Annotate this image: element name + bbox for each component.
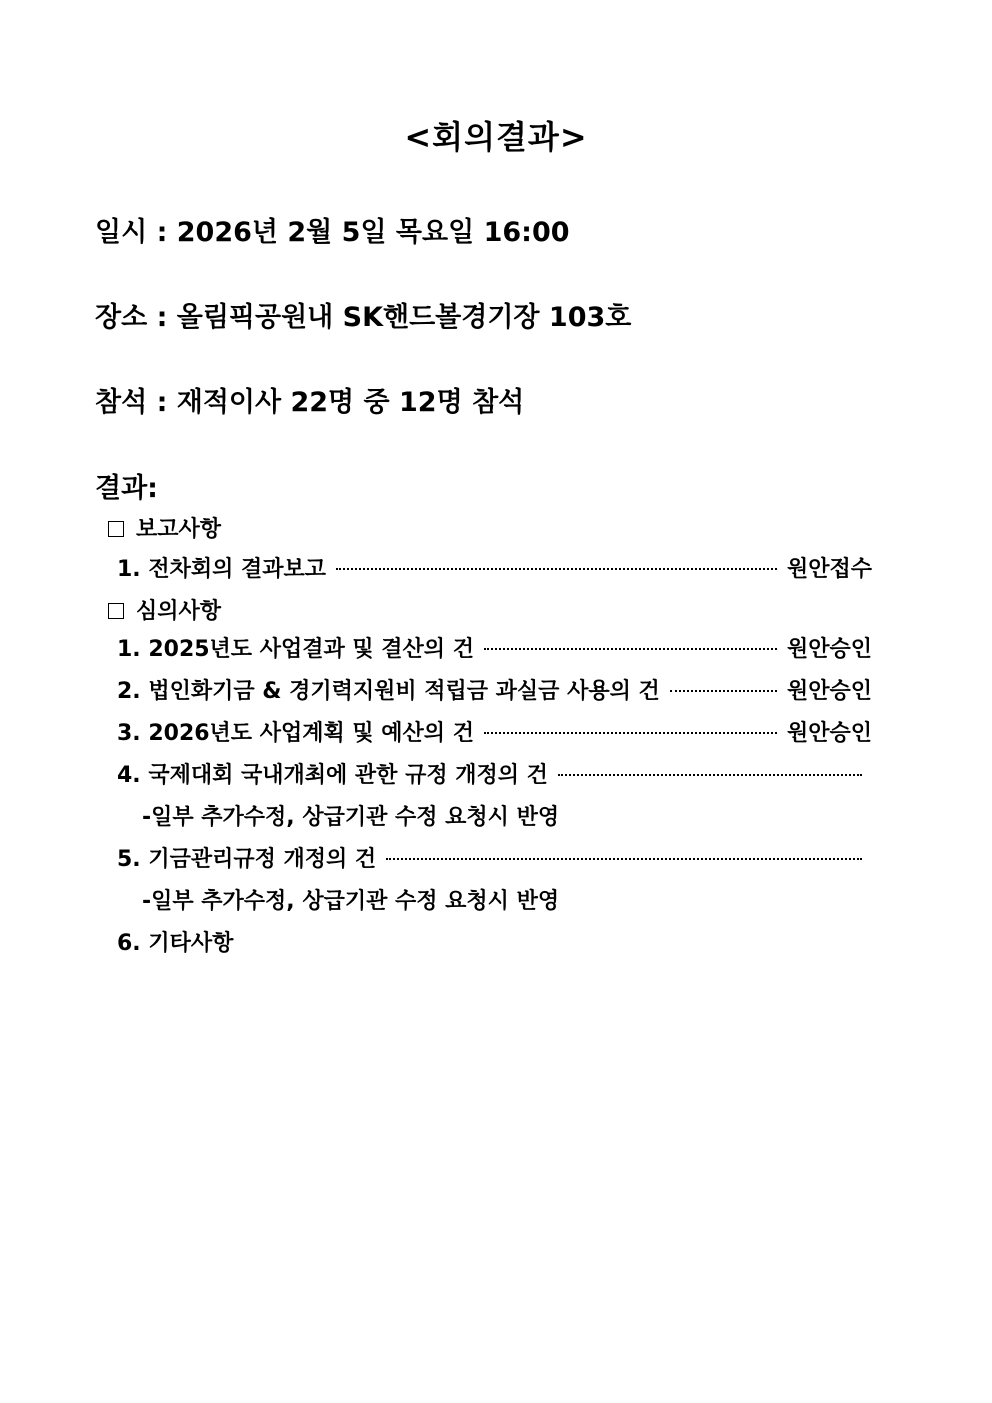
- deliberation-item-label: 1. 2025년도 사업결과 및 결산의 건: [117, 637, 474, 662]
- report-item: [117, 552, 872, 583]
- deliberation-item-note: -일부 추가수정, 상급기관 수정 요청시 반영: [142, 889, 560, 914]
- dotted-leader: [670, 690, 777, 692]
- deliberation-item-label: 2. 법인화기금 & 경기력지원비 적립금 과실금 사용의 건: [117, 679, 660, 704]
- dotted-leader: [484, 732, 777, 734]
- deliberation-item-label: 4. 국제대회 국내개최에 관한 규정 개정의 건: [117, 763, 548, 788]
- dotted-leader: [336, 568, 777, 570]
- deliberation-item-label: 3. 2026년도 사업계획 및 예산의 건: [117, 721, 474, 746]
- deliberation-item-note: -일부 추가수정, 상급기관 수정 요청시 반영: [142, 805, 560, 830]
- deliberation-item: [117, 926, 233, 957]
- checkbox-square-icon: [108, 603, 124, 619]
- checkbox-square-icon: [108, 521, 124, 537]
- meeting-place: 장소 : 올림픽공원내 SK핸드볼경기장 103호: [95, 302, 632, 333]
- deliberation-item-result: 원안승인: [786, 721, 872, 746]
- report-item-label: 1. 전차회의 결과보고: [117, 557, 326, 582]
- deliberation-item-label: 5. 기금관리규정 개정의 건: [117, 847, 377, 872]
- dotted-leader: [386, 858, 862, 860]
- deliberation-section-heading: [108, 594, 221, 625]
- deliberation-item: [117, 716, 872, 747]
- deliberation-item: [117, 758, 862, 789]
- deliberation-item: [117, 674, 872, 705]
- deliberation-item-label: 6. 기타사항: [117, 931, 234, 956]
- deliberation-item: [117, 842, 862, 873]
- result-heading: 결과:: [95, 473, 158, 504]
- report-item-result: 원안접수: [786, 557, 872, 582]
- deliberation-item: [117, 632, 872, 663]
- dotted-leader: [484, 648, 777, 650]
- document-title: <회의결과>: [404, 118, 588, 156]
- report-section-label: 보고사항: [136, 517, 222, 542]
- meeting-date: 일시 : 2026년 2월 5일 목요일 16:00: [95, 217, 570, 248]
- report-section-heading: [108, 512, 221, 543]
- deliberation-item-result: 원안승인: [786, 637, 872, 662]
- deliberation-section-label: 심의사항: [136, 599, 222, 624]
- meeting-attendance: 참석 : 재적이사 22명 중 12명 참석: [95, 387, 525, 418]
- dotted-leader: [558, 774, 862, 776]
- deliberation-item-result: 원안승인: [786, 679, 872, 704]
